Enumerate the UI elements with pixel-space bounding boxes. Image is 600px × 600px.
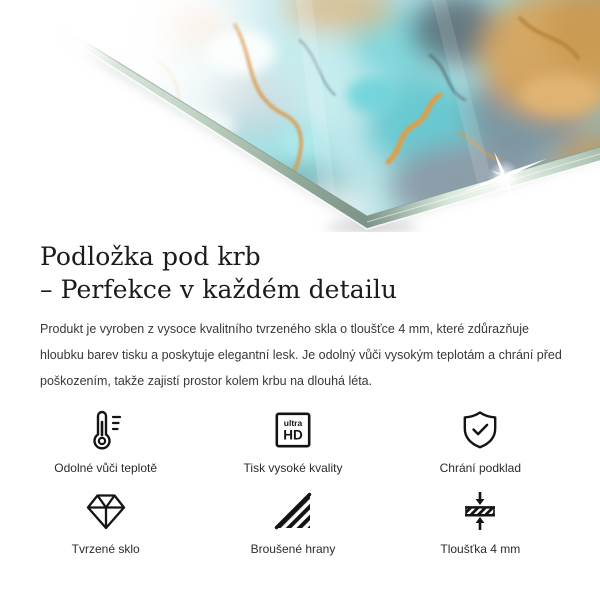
ultra-hd-icon xyxy=(271,408,315,452)
page-title-line-1: Podložka pod krb xyxy=(40,242,261,271)
page-title xyxy=(40,240,560,306)
feature-item-beveled-edges xyxy=(199,489,386,556)
feature-label: Chrání podklad xyxy=(439,461,522,475)
feature-label: Tloušťka 4 mm xyxy=(440,542,521,556)
feature-label: Tisk vysoké kvality xyxy=(243,461,343,475)
svg-text:ultra: ultra xyxy=(283,418,303,428)
product-description: Produkt je vyroben z vysoce kvalitního tvrzeného skla o tloušťce 4 mm, které zdůrazňuje hloubku barev tisku a poskytuje elegantní lesk. Je odolný vůči vysokým teplotám a chrání před poškozením, takže zajistí prostor kolem krbu na dlouhá léta. xyxy=(40,322,562,388)
feature-label: Broušené hrany xyxy=(250,542,336,556)
feature-label: Odolné vůči teplotě xyxy=(54,461,158,475)
glass-panel-photo xyxy=(0,0,600,232)
thickness-4mm-icon xyxy=(458,489,502,533)
shield-check-icon xyxy=(458,408,502,452)
beveled-edges-icon xyxy=(271,489,315,533)
diamond-icon xyxy=(84,489,128,533)
feature-item-thickness xyxy=(387,489,574,556)
hero-image xyxy=(0,0,600,232)
feature-item-tempered-glass xyxy=(12,489,199,556)
feature-label: Tvrzené sklo xyxy=(71,542,140,556)
page-title-line-2: – Perfekce v každém detailu xyxy=(40,275,398,304)
feature-item-protects-floor xyxy=(387,408,574,475)
features-grid xyxy=(12,408,574,556)
feature-item-print-quality xyxy=(199,408,386,475)
thermometer-icon xyxy=(84,408,128,452)
svg-text:HD: HD xyxy=(283,427,303,443)
feature-item-heat-resistant xyxy=(12,408,199,475)
